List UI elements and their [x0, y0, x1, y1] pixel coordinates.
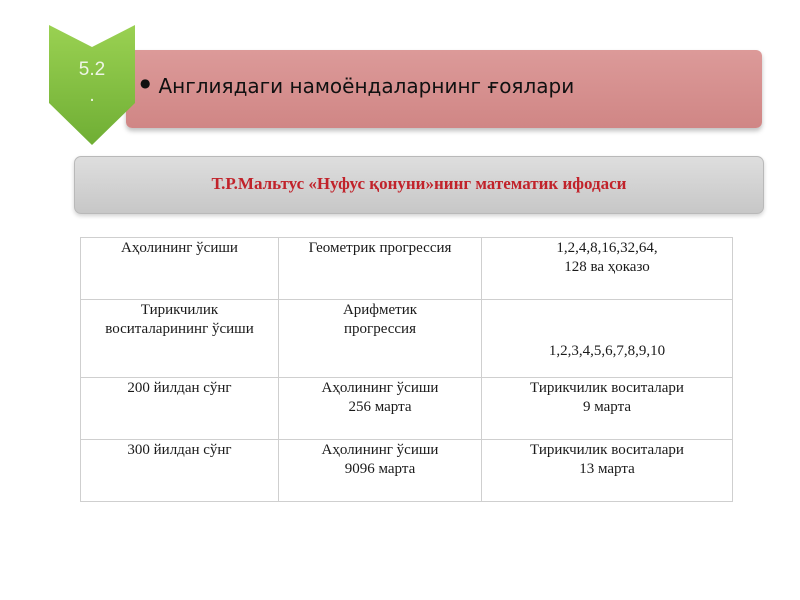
table-row — [81, 300, 733, 378]
table-row — [81, 238, 733, 300]
table-row — [81, 378, 733, 440]
section-number: 5.2 — [78, 59, 106, 80]
table-cell — [81, 378, 279, 440]
section-number-dot: . — [89, 85, 95, 106]
cell-text: Арифметик — [342, 302, 418, 318]
header-title-text: Англиядаги намоёндаларнинг ғоялари — [158, 74, 575, 98]
cell-text: 9 марта — [583, 399, 631, 415]
subtitle: Т.Р.Мальтус «Нуфус қонуни»нинг математик ифодаси — [211, 174, 627, 193]
cell-text: 256 марта — [348, 399, 412, 415]
table-cell — [279, 238, 482, 300]
cell-text: 300 йилдан сўнг — [127, 442, 232, 458]
table-cell — [81, 238, 279, 300]
table-row — [81, 440, 733, 502]
header-title — [140, 74, 574, 98]
cell-text: 128 ва ҳоказо — [564, 259, 650, 275]
cell-text: Геометрик прогрессия — [308, 240, 452, 256]
cell-text: Аҳолининг ўсиши — [121, 240, 238, 256]
cell-text: Тирикчилик — [140, 302, 219, 318]
table-cell — [279, 440, 482, 502]
cell-text: Аҳолининг ўсиши — [321, 380, 439, 396]
cell-text: 1,2,4,8,16,32,64, — [556, 240, 658, 256]
table-cell — [482, 440, 733, 502]
table-cell — [482, 378, 733, 440]
cell-text: Тирикчилик воситалари — [530, 442, 684, 458]
cell-text: Аҳолининг ўсиши — [321, 442, 439, 458]
cell-text: воситаларининг ўсиши — [105, 321, 254, 337]
table-cell — [482, 238, 733, 300]
table-cell — [482, 300, 733, 378]
bullet-icon: ● — [140, 76, 151, 90]
table-cell — [81, 440, 279, 502]
cell-text: 200 йилдан сўнг — [127, 380, 232, 396]
cell-text: прогрессия — [344, 321, 416, 337]
malthus-table — [80, 237, 733, 502]
cell-text: Тирикчилик воситалари — [530, 380, 684, 396]
table-cell — [279, 300, 482, 378]
cell-text: 9096 марта — [344, 461, 416, 477]
cell-text: 13 марта — [579, 461, 635, 477]
cell-text: 1,2,3,4,5,6,7,8,9,10 — [548, 343, 666, 359]
table-cell — [279, 378, 482, 440]
table-cell — [81, 300, 279, 378]
